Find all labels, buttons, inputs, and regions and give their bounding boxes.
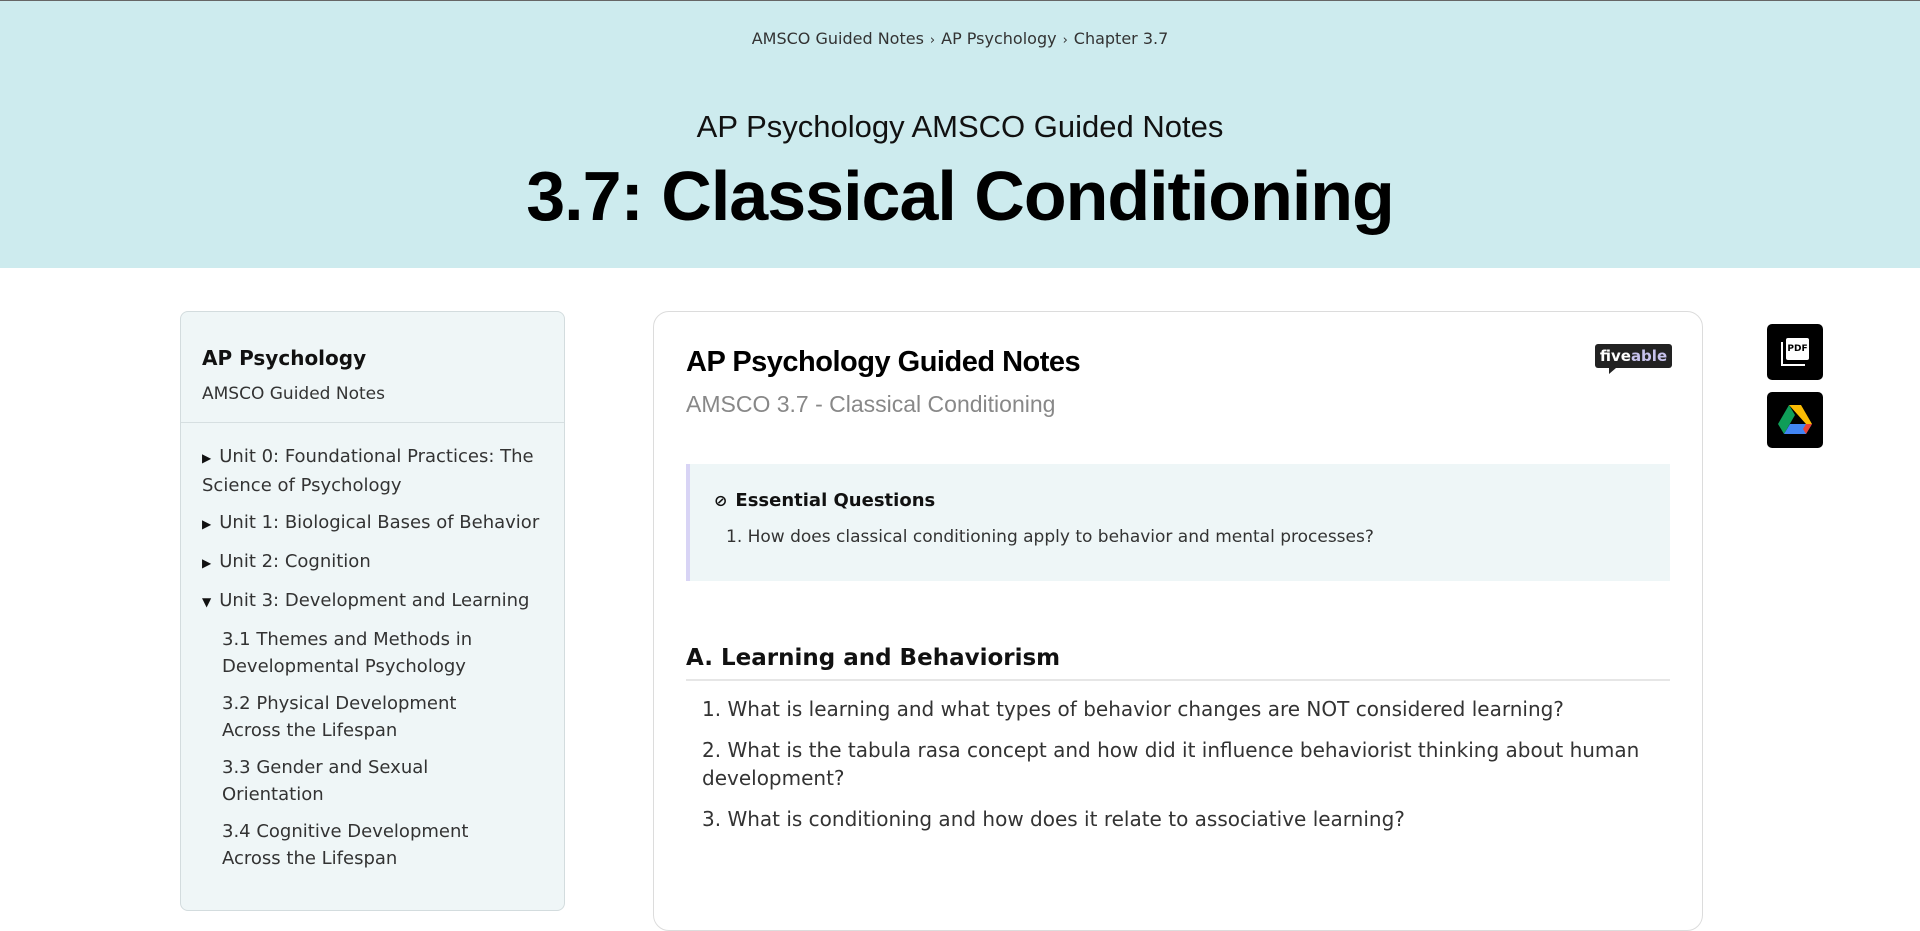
question-item: 3. What is conditioning and how does it relate to associative learning? xyxy=(702,807,1405,831)
unit-label: Unit 1: Biological Bases of Behavior xyxy=(219,512,540,533)
page-header xyxy=(0,1,1920,268)
fiveable-logo[interactable] xyxy=(1595,344,1672,368)
question-item: 2. What is the tabula rasa concept and how did it influence behaviorist thinking about human development? xyxy=(702,738,1640,790)
sidebar-lesson[interactable]: 3.2 Physical Development Across the Lifespan xyxy=(222,693,457,741)
sidebar-unit-3[interactable] xyxy=(202,587,543,616)
essential-questions xyxy=(686,464,1670,581)
google-drive-icon xyxy=(1778,405,1812,435)
section-heading: A. Learning and Behaviorism xyxy=(686,645,1670,681)
breadcrumb xyxy=(0,29,1920,48)
unit-label: Unit 2: Cognition xyxy=(219,551,371,572)
unit-label: Unit 3: Development and Learning xyxy=(219,590,530,611)
page-title: 3.7: Classical Conditioning xyxy=(526,157,1394,235)
sidebar-lesson[interactable]: 3.3 Gender and Sexual Orientation xyxy=(222,757,429,805)
sidebar-unit-2[interactable] xyxy=(202,548,543,577)
unit-label: Unit 0: Foundational Practices: The Science of Psychology xyxy=(202,446,534,496)
eq-heading: Essential Questions xyxy=(735,490,936,511)
sidebar-unit-1[interactable] xyxy=(202,509,543,538)
page-subtitle: AP Psychology AMSCO Guided Notes xyxy=(696,109,1224,144)
chevron-right-icon: › xyxy=(1062,33,1068,48)
sidebar-subtitle: AMSCO Guided Notes xyxy=(202,384,385,404)
logo-text: five xyxy=(1599,347,1631,365)
notes-card xyxy=(653,311,1703,931)
sidebar xyxy=(180,311,565,911)
chevron-right-icon: › xyxy=(929,33,936,48)
breadcrumb-link[interactable]: AP Psychology xyxy=(941,29,1057,48)
sidebar-title: AP Psychology xyxy=(202,346,367,370)
google-drive-button[interactable] xyxy=(1767,392,1823,448)
caret-right-icon: ▶ xyxy=(202,517,212,531)
download-pdf-button[interactable] xyxy=(1767,324,1823,380)
notes-subtitle: AMSCO 3.7 - Classical Conditioning xyxy=(686,391,1056,417)
logo-text: able xyxy=(1630,347,1668,365)
breadcrumb-link[interactable]: AMSCO Guided Notes xyxy=(751,29,924,48)
caret-down-icon: ▼ xyxy=(202,595,212,609)
notes-title: AP Psychology Guided Notes xyxy=(686,346,1081,378)
sidebar-lesson[interactable]: 3.4 Cognitive Development Across the Lifespan xyxy=(222,821,469,869)
sidebar-unit-0[interactable] xyxy=(202,443,543,499)
caret-right-icon: ▶ xyxy=(202,451,212,465)
question-item: 1. What is learning and what types of behavior changes are NOT considered learning? xyxy=(702,697,1564,721)
eq-item: 1. How does classical conditioning apply to behavior and mental processes? xyxy=(726,527,1374,547)
pdf-icon xyxy=(1781,338,1809,366)
check-circle-icon: ⊘ xyxy=(714,491,728,510)
caret-right-icon: ▶ xyxy=(202,556,212,570)
breadcrumb-current[interactable]: Chapter 3.7 xyxy=(1073,29,1169,48)
pdf-label: PDF xyxy=(1786,338,1809,360)
sidebar-lesson[interactable]: 3.1 Themes and Methods in Developmental Psychology xyxy=(222,629,473,677)
